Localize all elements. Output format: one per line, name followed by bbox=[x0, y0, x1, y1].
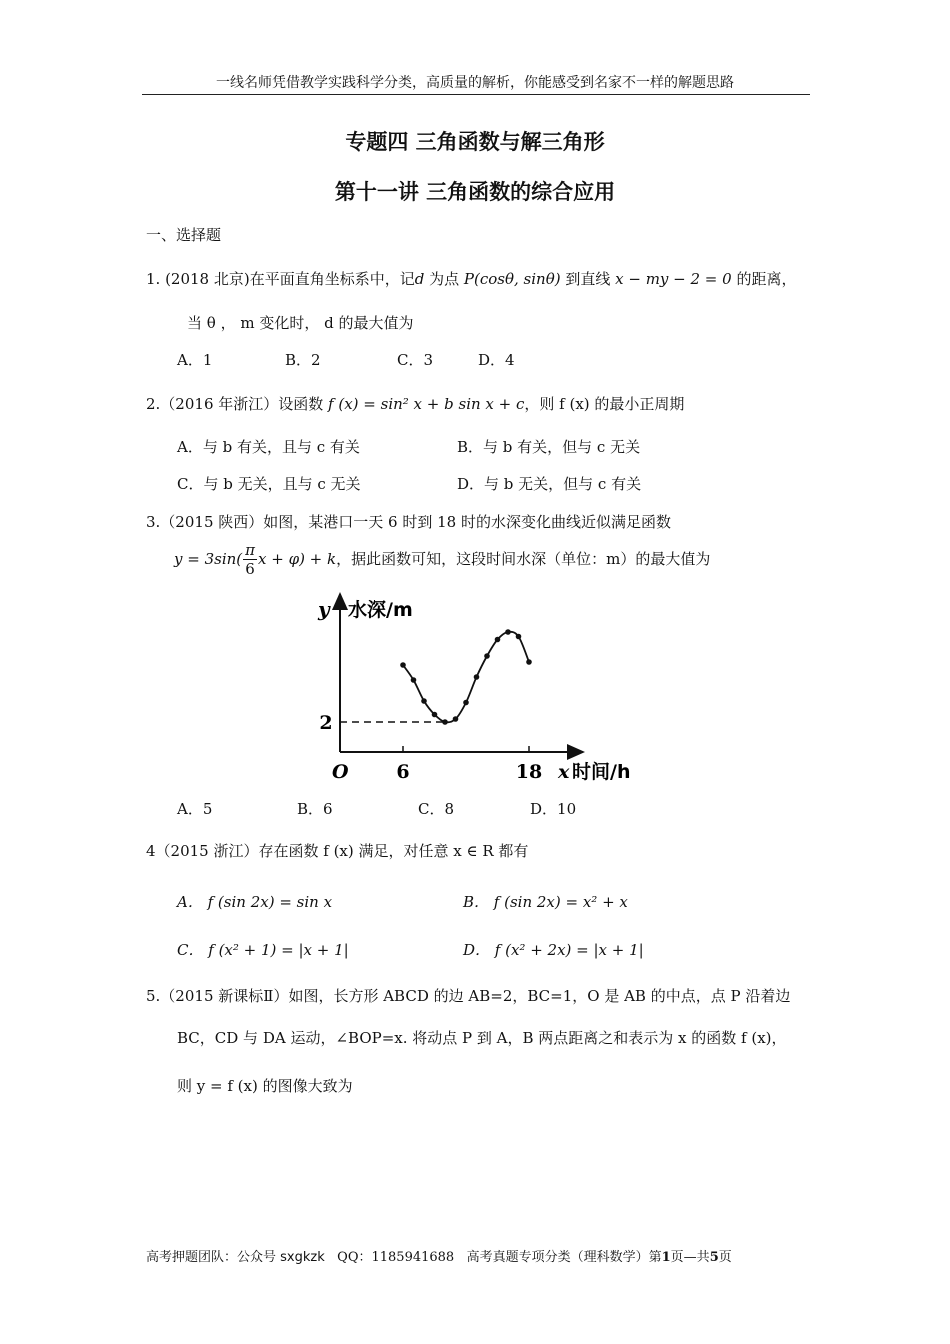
q3-text-2: ，据此函数可知，这段时间水深（单位：m）的最大值为 bbox=[336, 550, 711, 568]
footer-page-number: 1 bbox=[661, 1250, 671, 1265]
y-var-label: y bbox=[318, 597, 330, 621]
x-axis-label: 时间/h bbox=[572, 761, 631, 783]
question-1-line-2: 当 θ ， m 变化时， d 的最大值为 bbox=[187, 314, 414, 332]
q2-text: 2.（2016 年浙江）设函数 bbox=[146, 395, 329, 413]
data-point-16 bbox=[505, 629, 511, 635]
question-2-stem bbox=[146, 393, 684, 414]
footer-team: 高考押题团队：公众号 bbox=[146, 1250, 277, 1265]
q3-option-a: A．5 bbox=[177, 800, 213, 818]
q2-option-d: D．与 b 无关，但与 c 有关 bbox=[457, 475, 642, 493]
q4-option-c: C． f (x² + 1) = |x + 1| bbox=[177, 941, 349, 959]
q1-text-3: 到直线 bbox=[560, 270, 616, 288]
q2-option-c: C．与 b 无关，且与 c 无关 bbox=[177, 475, 361, 493]
q1-option-b: B．2 bbox=[285, 351, 321, 369]
q4-option-b: B． f (sin 2x) = x² + x bbox=[463, 893, 628, 911]
water-depth-chart bbox=[300, 588, 650, 788]
data-point-18 bbox=[526, 659, 532, 665]
data-point-13 bbox=[474, 674, 480, 680]
q1-text: 1. (2018 北京)在平面直角坐标系中，记 bbox=[146, 270, 415, 288]
footer-page-end: 页 bbox=[718, 1250, 732, 1265]
question-3-stem: 3.（2015 陕西）如图，某港口一天 6 时到 18 时的水深变化曲线近似满足函数 bbox=[146, 513, 671, 531]
question-5-line-2: BC，CD 与 DA 运动，∠BOP=x. 将动点 P 到 A，B 两点距离之和表示为 x 的函数 f (x)， bbox=[177, 1029, 787, 1047]
y-axis-label: 水深/m bbox=[348, 599, 413, 621]
data-point-7 bbox=[411, 677, 417, 683]
q3-fraction bbox=[243, 543, 257, 577]
footer-series: 高考真题专项分类（理科数学）第 bbox=[466, 1250, 662, 1265]
section-heading: 一、选择题 bbox=[146, 226, 222, 244]
y-tick-label-2: 2 bbox=[319, 712, 333, 734]
data-point-11 bbox=[453, 716, 459, 722]
lecture-title: 第十一讲 三角函数的综合应用 bbox=[334, 180, 616, 204]
q3-option-b: B．6 bbox=[297, 800, 333, 818]
data-point-10 bbox=[442, 719, 448, 725]
x-tick-label-18: 18 bbox=[515, 761, 543, 783]
q3-option-d: D．10 bbox=[530, 800, 577, 818]
q4-option-d: D． f (x² + 2x) = |x + 1| bbox=[463, 941, 644, 959]
footer-account: sxgkzk bbox=[280, 1250, 325, 1265]
data-point-8 bbox=[421, 698, 427, 704]
q2-option-a: A．与 b 有关，且与 c 有关 bbox=[177, 438, 360, 456]
q4-option-a: A． f (sin 2x) = sin x bbox=[177, 893, 333, 911]
footer-qq: QQ：1185941688 bbox=[337, 1250, 455, 1265]
q1-option-c: C．3 bbox=[397, 351, 434, 369]
topic-title: 专题四 三角函数与解三角形 bbox=[345, 130, 605, 154]
q3-frac-den: 6 bbox=[245, 560, 255, 578]
data-point-14 bbox=[484, 653, 490, 659]
header-divider bbox=[142, 94, 810, 95]
q1-point: P(cosθ, sinθ) bbox=[463, 270, 561, 288]
q2-option-b: B．与 b 有关，但与 c 无关 bbox=[457, 438, 641, 456]
x-var-label: x bbox=[558, 761, 570, 783]
footer-page-total: 5 bbox=[709, 1250, 719, 1265]
page-footer bbox=[146, 1246, 732, 1265]
depth-curve bbox=[403, 632, 529, 723]
q2-text-2: ，则 f (x) 的最小正周期 bbox=[524, 395, 685, 413]
q2-formula: f (x) = sin² x + b sin x + c bbox=[328, 395, 525, 413]
data-point-6 bbox=[400, 662, 406, 668]
footer-page-mid: 页—共 bbox=[670, 1250, 710, 1265]
q1-text-4: 的距离， bbox=[731, 270, 797, 288]
q1-option-d: D．4 bbox=[478, 351, 515, 369]
question-5-line-3: 则 y = f (x) 的图像大致为 bbox=[177, 1077, 353, 1095]
q3-formula-pre: y = 3sin( bbox=[174, 550, 243, 568]
question-1-line-1 bbox=[146, 268, 796, 289]
page-header-tagline: 一线名师凭借教学实践科学分类，高质量的解析，你能感受到名家不一样的解题思路 bbox=[216, 75, 734, 91]
q1-var-d: d bbox=[414, 270, 425, 288]
question-4-stem: 4（2015 浙江）存在函数 f (x) 满足，对任意 x ∈ R 都有 bbox=[146, 842, 529, 860]
origin-label: O bbox=[332, 761, 349, 783]
data-point-15 bbox=[495, 637, 501, 643]
q3-formula-post: x + φ) + k bbox=[258, 550, 337, 568]
data-point-12 bbox=[463, 700, 469, 706]
q1-text-2: 为点 bbox=[424, 270, 464, 288]
question-3-formula-line bbox=[174, 543, 710, 577]
q3-option-c: C．8 bbox=[418, 800, 455, 818]
q1-line-eq: x − my − 2 = 0 bbox=[615, 270, 732, 288]
q1-option-a: A．1 bbox=[177, 351, 213, 369]
data-point-9 bbox=[432, 712, 438, 718]
x-tick-label-6: 6 bbox=[396, 761, 410, 783]
q3-frac-num: π bbox=[245, 541, 255, 559]
data-point-17 bbox=[516, 634, 522, 640]
question-5-line-1: 5.（2015 新课标Ⅱ）如图，长方形 ABCD 的边 AB=2，BC=1，O 是 AB 的中点，点 P 沿着边 bbox=[146, 987, 791, 1005]
